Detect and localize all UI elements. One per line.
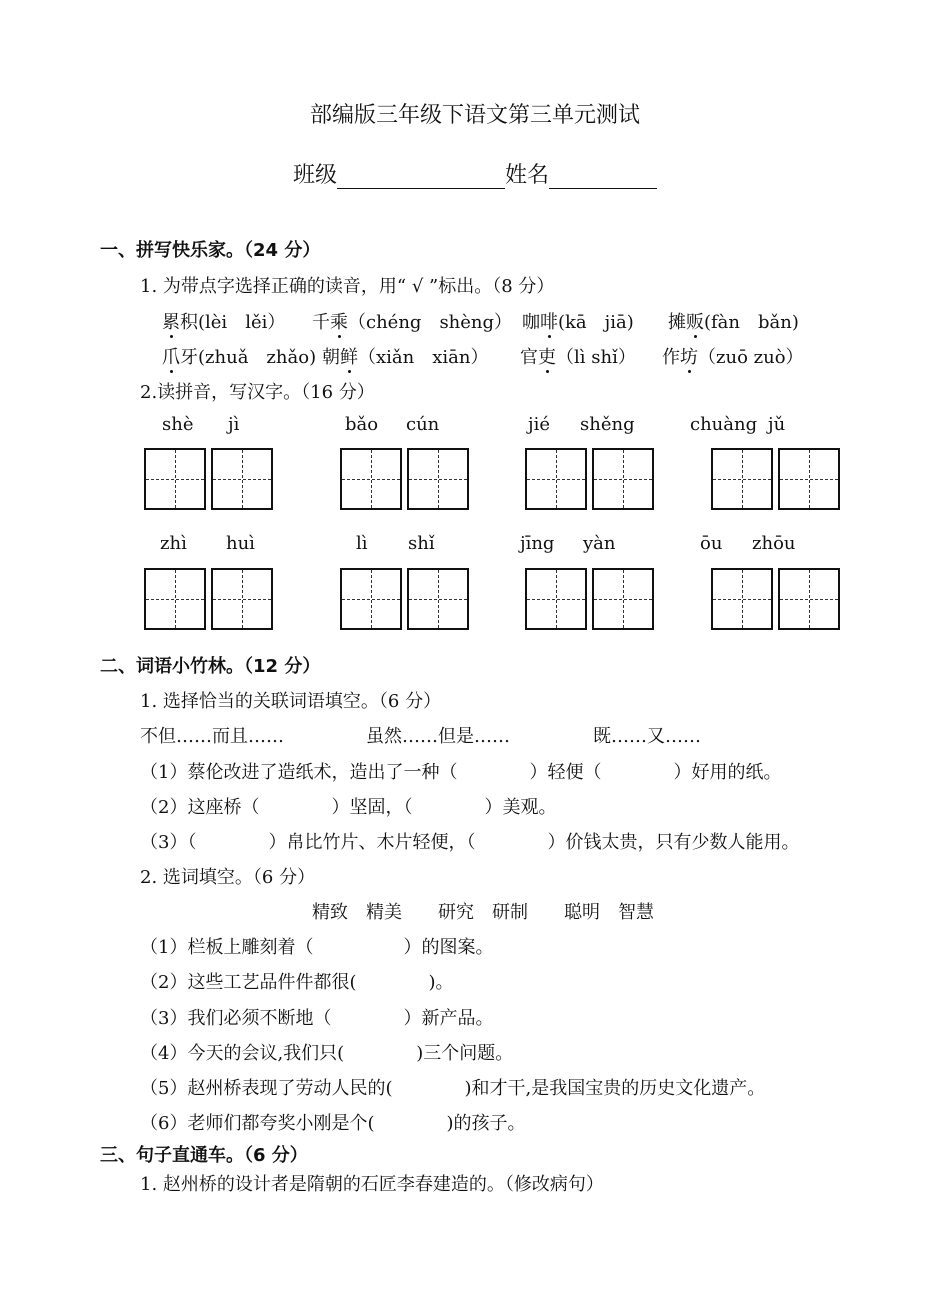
pron-options: 牙(zhuǎ zhǎo) [180, 347, 317, 368]
writing-grid[interactable] [525, 448, 587, 510]
pron-options: （zuō zuò） [698, 347, 804, 368]
name-blank[interactable] [549, 164, 657, 189]
pinyin-label: huì [226, 533, 255, 554]
writing-grid[interactable] [211, 568, 273, 630]
s1-q2-prompt: 2.读拼音，写汉字。（16 分） [140, 382, 375, 403]
pron-options: (fàn bǎn) [704, 312, 799, 333]
pinyin-label: jì [228, 414, 240, 435]
writing-grid[interactable] [407, 568, 469, 630]
writing-grid[interactable] [711, 448, 773, 510]
pron-item[interactable] [662, 343, 804, 369]
word-bank: 精致 精美 研究 研制 聪明 智慧 [312, 902, 654, 923]
fill-item[interactable]: （3）我们必须不断地（ ）新产品。 [140, 1008, 494, 1029]
pron-item[interactable] [322, 343, 488, 369]
writing-grid[interactable] [778, 568, 840, 630]
writing-grid[interactable] [778, 448, 840, 510]
fill-item[interactable]: （2）这些工艺品件件都很( )。 [140, 972, 454, 993]
writing-grid[interactable] [592, 568, 654, 630]
fill-item[interactable]: （1）栏板上雕刻着（ ）的图案。 [140, 937, 494, 958]
writing-grid[interactable] [525, 568, 587, 630]
pinyin-label: zhōu [752, 533, 796, 554]
pinyin-label: zhì [160, 533, 187, 554]
section-3-heading: 三、句子直通车。（6 分） [100, 1145, 308, 1166]
pinyin-label: jīng [520, 533, 555, 554]
writing-grid[interactable] [211, 448, 273, 510]
writing-grid[interactable] [144, 448, 206, 510]
class-blank[interactable] [337, 164, 505, 189]
writing-grid[interactable] [407, 448, 469, 510]
writing-grid[interactable] [592, 448, 654, 510]
pinyin-label: ōu [700, 533, 723, 554]
fill-item[interactable]: （2）这座桥（ ）坚固，（ ）美观。 [140, 797, 557, 818]
class-label: 班级 [292, 163, 337, 188]
dotted-char: 贩 [686, 312, 704, 333]
s1-q1-prompt: 1. 为带点字选择正确的读音，用“ √ ”标出。（8 分） [140, 276, 555, 297]
fill-item[interactable]: （1）蔡伦改进了造纸术，造出了一种（ ）轻便（ ）好用的纸。 [140, 762, 782, 783]
pron-item[interactable] [668, 308, 799, 334]
plain-char: 摊 [668, 312, 686, 333]
pron-item[interactable] [522, 308, 634, 334]
pinyin-label: chuàng [690, 414, 758, 435]
plain-char: 朝 [322, 347, 340, 368]
section-2-heading: 二、词语小竹林。（12 分） [100, 656, 321, 677]
writing-grid[interactable] [711, 568, 773, 630]
plain-char: 咖 [522, 312, 540, 333]
s3-q1-prompt: 1. 赵州桥的设计者是隋朝的石匠李春建造的。（修改病句） [140, 1174, 604, 1195]
pron-options: 积(lèi lěi） [180, 312, 286, 333]
pinyin-label: shǐ [408, 533, 435, 554]
dotted-char: 乘 [330, 312, 348, 333]
page-title: 部编版三年级下语文第三单元测试 [309, 103, 640, 128]
plain-char: 千 [312, 312, 330, 333]
dotted-char: 吏 [538, 347, 556, 368]
fill-item[interactable]: （4）今天的会议,我们只( )三个问题。 [140, 1043, 514, 1064]
writing-grid[interactable] [340, 568, 402, 630]
plain-char: 作 [662, 347, 680, 368]
pinyin-label: jié [528, 414, 550, 435]
dotted-char: 爪 [162, 347, 180, 368]
s2-q2-prompt: 2. 选词填空。（6 分） [140, 867, 316, 888]
fill-item[interactable]: （6）老师们都夸奖小刚是个( )的孩子。 [140, 1113, 526, 1134]
pron-options: （lì shǐ） [556, 347, 636, 368]
name-label: 姓名 [505, 163, 550, 188]
pinyin-label: yàn [583, 533, 616, 554]
pron-item[interactable] [520, 343, 636, 369]
pron-item[interactable] [312, 308, 512, 334]
fill-item[interactable]: （3）（ ）帛比竹片、木片轻便，（ ）价钱太贵，只有少数人能用。 [140, 832, 800, 853]
pron-item[interactable] [162, 343, 316, 369]
fill-item[interactable]: （5）赵州桥表现了劳动人民的( )和才干,是我国宝贵的历史文化遗产。 [140, 1078, 766, 1099]
pron-options: （chéng shèng） [348, 312, 513, 333]
pinyin-label: shè [162, 414, 194, 435]
dotted-char: 啡 [540, 312, 558, 333]
conjunction-option: 既……又…… [593, 726, 701, 747]
pinyin-label: shěng [580, 414, 635, 435]
pinyin-label: bǎo [345, 414, 379, 435]
writing-grid[interactable] [144, 568, 206, 630]
dotted-char: 累 [162, 312, 180, 333]
writing-grid[interactable] [340, 448, 402, 510]
pinyin-label: lì [356, 533, 368, 554]
section-1-heading: 一、拼写快乐家。（24 分） [100, 240, 321, 261]
dotted-char: 鲜 [340, 347, 358, 368]
dotted-char: 坊 [680, 347, 698, 368]
conjunction-option: 不但……而且…… [140, 726, 284, 747]
plain-char: 官 [520, 347, 538, 368]
pron-options: (kā jiā) [558, 312, 634, 333]
pron-item[interactable] [162, 308, 285, 334]
conjunction-option: 虽然……但是…… [366, 726, 510, 747]
pinyin-label: jǔ [768, 414, 786, 435]
class-name-line [0, 158, 950, 189]
pron-options: （xiǎn xiān） [358, 347, 489, 368]
s2-q1-prompt: 1. 选择恰当的关联词语填空。（6 分） [140, 691, 442, 712]
pinyin-label: cún [406, 414, 440, 435]
